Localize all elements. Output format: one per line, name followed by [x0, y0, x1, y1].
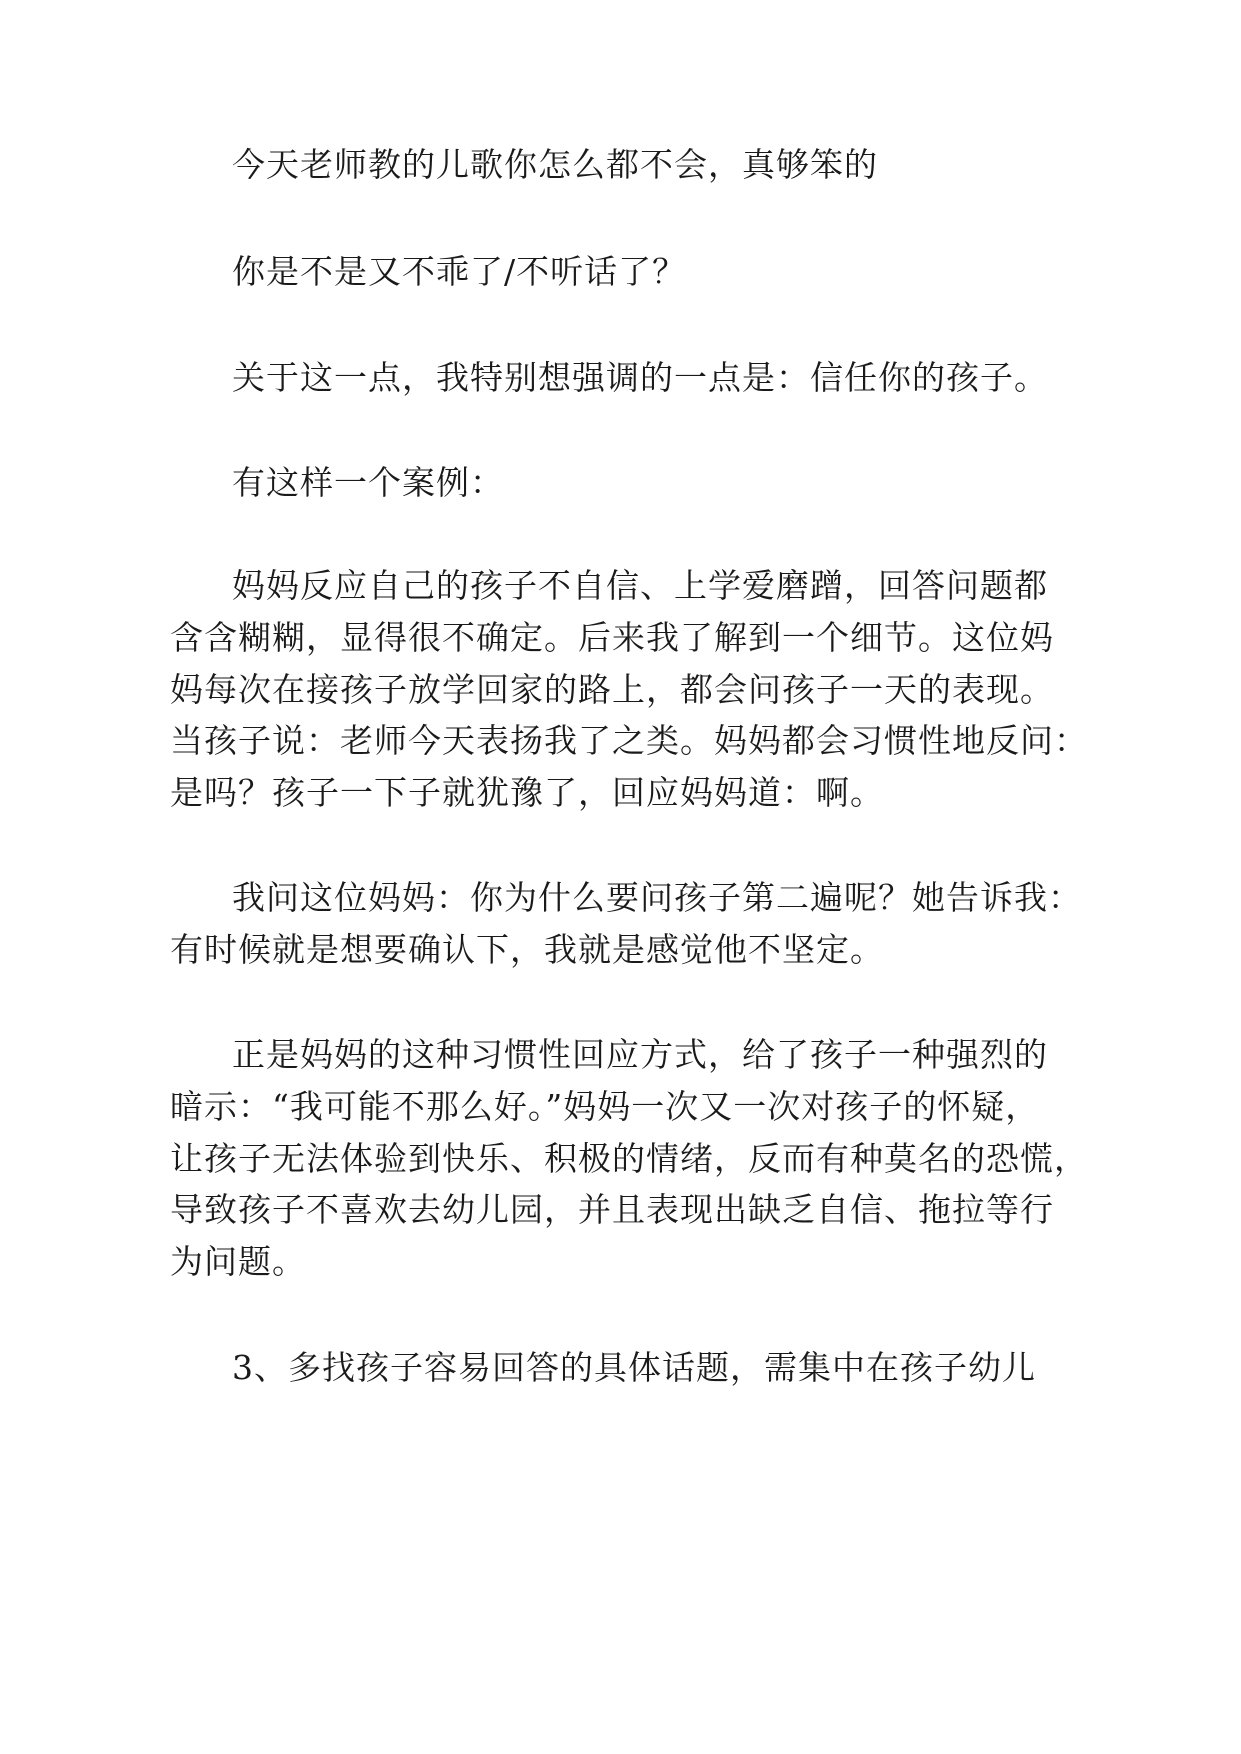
paragraph-7-line-2: 暗示：“我可能不那么好。”妈妈一次又一次对孩子的怀疑，	[170, 1087, 1040, 1126]
paragraph-5-line-4: 当孩子说：老师今天表扬我了之类。妈妈都会习惯性地反问：	[170, 721, 1088, 760]
paragraph-3-line-1: 关于这一点，我特别想强调的一点是：信任你的孩子。	[232, 358, 1048, 397]
paragraph-7-line-4: 导致孩子不喜欢去幼儿园，并且表现出缺乏自信、拖拉等行	[170, 1190, 1054, 1229]
paragraph-5-line-3: 妈每次在接孩子放学回家的路上，都会问孩子一天的表现。	[170, 670, 1054, 709]
paragraph-7-line-1: 正是妈妈的这种习惯性回应方式，给了孩子一种强烈的	[232, 1035, 1048, 1074]
paragraph-7-line-3: 让孩子无法体验到快乐、积极的情绪，反而有种莫名的恐慌，	[170, 1139, 1088, 1178]
paragraph-7-line-5: 为问题。	[170, 1242, 306, 1281]
paragraph-6-line-2: 有时候就是想要确认下，我就是感觉他不坚定。	[170, 930, 884, 969]
paragraph-2-line-1: 你是不是又不乖了/不听话了？	[232, 252, 687, 291]
paragraph-5-line-1: 妈妈反应自己的孩子不自信、上学爱磨蹭，回答问题都	[232, 566, 1048, 605]
paragraph-6-line-1: 我问这位妈妈：你为什么要问孩子第二遍呢？她告诉我：	[232, 878, 1082, 917]
paragraph-1-line-1: 今天老师教的儿歌你怎么都不会，真够笨的	[232, 145, 878, 184]
paragraph-5-line-5: 是吗？孩子一下子就犹豫了，回应妈妈道：啊。	[170, 773, 884, 812]
paragraph-8-line-1: 3、多找孩子容易回答的具体话题，需集中在孩子幼儿	[232, 1348, 1036, 1387]
paragraph-5-line-2: 含含糊糊，显得很不确定。后来我了解到一个细节。这位妈	[170, 618, 1054, 657]
paragraph-4-line-1: 有这样一个案例：	[232, 463, 504, 502]
